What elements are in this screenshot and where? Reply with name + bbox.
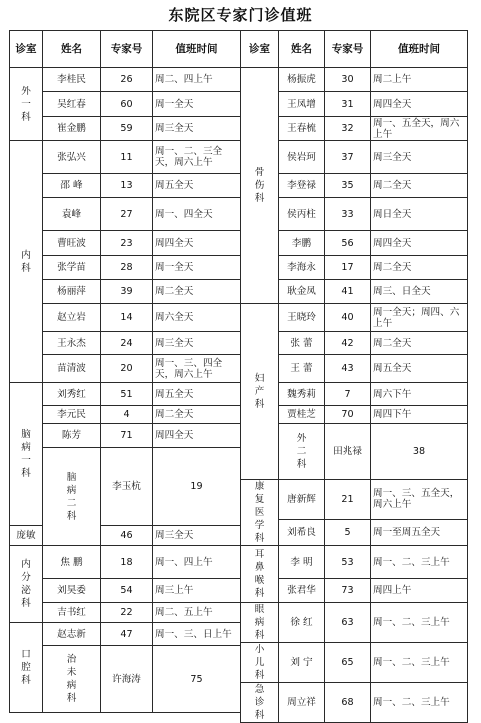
expert-number-cell: 28 [101,256,153,280]
name-cell: 唐新辉 [279,480,325,520]
schedule-cell: 周二全天 [371,256,468,280]
expert-number-cell: 17 [325,256,371,280]
dept-cell [10,546,43,623]
dept-label: 外一科 [21,85,31,123]
name-cell: 杨丽萍 [43,280,101,304]
table-row [10,174,241,198]
name-cell: 许海涛 [101,646,153,713]
name-cell: 张 蕾 [279,332,325,355]
name-cell: 刘秀红 [43,383,101,406]
dept-label: 耳鼻喉科 [254,549,265,599]
name-cell: 李海永 [279,256,325,280]
left-schedule-table [9,30,241,713]
table-row [241,603,468,643]
dept-cell [241,304,279,480]
expert-number-cell: 5 [325,519,371,545]
table-row [10,280,241,304]
expert-number-cell: 37 [325,141,371,174]
name-cell: 曹旺波 [43,231,101,256]
expert-number-cell: 60 [101,92,153,117]
expert-number-cell: 68 [325,683,371,723]
name-cell: 陈芳 [43,424,101,448]
name-cell: 杨振虎 [279,68,325,92]
table-row [241,68,468,92]
page-title: 东院区专家门诊值班 [168,6,313,24]
schedule-cell: 周四全天 [371,92,468,117]
name-cell: 刘昊委 [43,579,101,603]
dept-label: 眼病科 [254,604,265,641]
schedule-cell: 周二全天 [371,174,468,198]
schedule-cell: 周一、三、日上午 [153,623,241,646]
schedule-cell: 周二、四上午 [153,68,241,92]
expert-number-cell: 39 [101,280,153,304]
name-cell: 张君华 [279,579,325,603]
dept-label: 内科 [21,249,31,274]
schedule-cell: 周四全天 [153,231,241,256]
name-cell: 王永杰 [43,332,101,355]
dept-label: 小儿科 [254,644,265,681]
schedule-cell: 周一、四全天 [153,198,241,231]
dept-cell [10,68,43,141]
right-schedule-table [240,30,468,723]
name-cell: 吴红春 [43,92,101,117]
header-code: 专家号 [101,31,153,68]
dept-cell [43,646,101,713]
name-cell: 王凤增 [279,92,325,117]
dept-cell [241,480,279,546]
schedule-cell: 周二全天 [153,406,241,424]
expert-number-cell: 7 [325,383,371,406]
name-cell: 吉书红 [43,603,101,623]
expert-number-cell: 26 [101,68,153,92]
schedule-cell: 周一、五全天，周六上午 [371,117,468,141]
expert-number-cell: 22 [101,603,153,623]
table-row [10,141,241,174]
table-row [10,623,241,646]
table-row [241,683,468,723]
header-name: 姓名 [279,31,325,68]
table-row [10,603,241,623]
schedule-cell: 周三全天 [371,141,468,174]
dept-cell [43,448,101,546]
name-cell: 魏秀莉 [279,383,325,406]
schedule-cell: 周三上午 [153,579,241,603]
name-cell: 赵志新 [43,623,101,646]
expert-number-cell: 19 [153,448,241,526]
name-cell: 李元民 [43,406,101,424]
header-dept: 诊室 [10,31,43,68]
schedule-cell: 周一全天 [153,256,241,280]
name-cell: 张学苗 [43,256,101,280]
dept-cell [241,683,279,723]
header-schedule: 值班时间 [371,31,468,68]
expert-number-cell: 54 [101,579,153,603]
schedule-table [0,30,481,721]
name-cell: 王春梳 [279,117,325,141]
schedule-cell: 周一、四上午 [153,546,241,579]
schedule-cell: 周六全天 [153,304,241,332]
schedule-cell: 周六下午 [371,383,468,406]
schedule-cell: 周一、二、三上午 [371,683,468,723]
name-cell: 苗清波 [43,355,101,383]
expert-number-cell: 38 [371,424,468,480]
name-cell: 赵立岩 [43,304,101,332]
name-cell: 贾桂芝 [279,406,325,424]
expert-number-cell: 24 [101,332,153,355]
table-row [241,546,468,579]
expert-number-cell: 47 [101,623,153,646]
name-cell: 焦 鹏 [43,546,101,579]
table-row [10,231,241,256]
name-cell: 侯丙柱 [279,198,325,231]
expert-number-cell: 75 [153,646,241,713]
expert-number-cell: 40 [325,304,371,332]
table-row [10,546,241,579]
schedule-cell: 周二全天 [153,280,241,304]
name-cell: 李登禄 [279,174,325,198]
schedule-cell: 周一、二、三全天，周六上午 [153,141,241,174]
table-row [10,579,241,603]
name-cell: 邵 峰 [43,174,101,198]
table-row [10,256,241,280]
schedule-cell: 周三、日全天 [371,280,468,304]
name-cell: 周立祥 [279,683,325,723]
schedule-cell: 周三全天 [153,526,241,546]
name-cell: 耿金凤 [279,280,325,304]
dept-label: 康复医学科 [254,481,265,544]
dept-label: 脑病二科 [66,471,77,522]
expert-number-cell: 71 [101,424,153,448]
header-name: 姓名 [43,31,101,68]
table-row [10,406,241,424]
name-cell: 刘 宁 [279,643,325,683]
dept-cell [241,546,279,603]
name-cell: 李鹏 [279,231,325,256]
table-row [10,355,241,383]
header-dept: 诊室 [241,31,279,68]
schedule-cell: 周一、三、五全天，周六上午 [371,480,468,520]
dept-label: 内分泌科 [21,559,31,609]
table-row [241,480,468,520]
dept-label: 脑病一科 [21,429,31,479]
expert-number-cell: 23 [101,231,153,256]
dept-cell [10,141,43,383]
schedule-cell: 周四上午 [371,579,468,603]
expert-number-cell: 63 [325,603,371,643]
schedule-cell: 周五全天 [153,383,241,406]
table-row [10,68,241,92]
schedule-cell: 周日全天 [371,198,468,231]
expert-number-cell: 11 [101,141,153,174]
schedule-cell: 周一至周五全天 [371,519,468,545]
expert-number-cell: 56 [325,231,371,256]
table-row [10,448,241,526]
dept-label: 口腔科 [21,649,31,686]
table-row [10,198,241,231]
expert-number-cell: 35 [325,174,371,198]
expert-number-cell: 41 [325,280,371,304]
schedule-cell: 周一全天 [153,92,241,117]
expert-number-cell: 31 [325,92,371,117]
expert-number-cell: 43 [325,355,371,383]
expert-number-cell: 21 [325,480,371,520]
schedule-cell: 周二上午 [371,68,468,92]
schedule-cell: 周四下午 [371,406,468,424]
expert-number-cell: 42 [325,332,371,355]
name-cell: 崔金鹏 [43,117,101,141]
name-cell: 张弘兴 [43,141,101,174]
name-cell: 王 蕾 [279,355,325,383]
table-row [241,304,468,332]
expert-number-cell: 20 [101,355,153,383]
name-cell: 徐 红 [279,603,325,643]
expert-number-cell: 14 [101,304,153,332]
table-row [10,646,241,713]
dept-cell [10,383,43,526]
schedule-cell: 周二、五上午 [153,603,241,623]
expert-number-cell: 32 [325,117,371,141]
dept-label: 治未病科 [66,654,77,704]
table-row [10,332,241,355]
expert-number-cell: 13 [101,174,153,198]
name-cell: 袁峰 [43,198,101,231]
schedule-cell: 周三全天 [153,332,241,355]
schedule-cell: 周四全天 [153,424,241,448]
expert-number-cell: 33 [325,198,371,231]
expert-number-cell: 59 [101,117,153,141]
table-row [10,117,241,141]
dept-label: 骨伤科 [254,167,265,204]
expert-number-cell: 46 [101,526,153,546]
name-cell: 李玉杭 [101,448,153,526]
dept-cell [241,68,279,304]
expert-number-cell: 65 [325,643,371,683]
dept-label: 外二科 [296,433,307,470]
dept-cell [10,623,43,713]
name-cell: 王晓玲 [279,304,325,332]
schedule-cell: 周一、二、三上午 [371,546,468,579]
schedule-cell: 周一、二、三上午 [371,643,468,683]
schedule-cell: 周一、三、四全天，周六上午 [153,355,241,383]
name-cell: 田兆禄 [325,424,371,480]
expert-number-cell: 73 [325,579,371,603]
schedule-cell: 周一全天；周四、六上午 [371,304,468,332]
schedule-cell: 周一、二、三上午 [371,603,468,643]
header-schedule: 值班时间 [153,31,241,68]
dept-cell [241,603,279,643]
name-cell: 庞敏 [10,526,43,546]
dept-label: 妇产科 [254,373,265,410]
table-row [10,383,241,406]
name-cell: 刘希良 [279,519,325,545]
expert-number-cell: 27 [101,198,153,231]
name-cell: 李桂民 [43,68,101,92]
dept-label: 急诊科 [254,684,265,721]
schedule-cell: 周五全天 [153,174,241,198]
expert-number-cell: 18 [101,546,153,579]
table-row [241,643,468,683]
expert-number-cell: 70 [325,406,371,424]
table-row [10,424,241,448]
header-code: 专家号 [325,31,371,68]
table-row [10,304,241,332]
name-cell: 侯岩珂 [279,141,325,174]
dept-cell [241,643,279,683]
expert-number-cell: 51 [101,383,153,406]
table-row [10,92,241,117]
expert-number-cell: 4 [101,406,153,424]
schedule-cell: 周四全天 [371,231,468,256]
schedule-cell: 周五全天 [371,355,468,383]
expert-number-cell: 30 [325,68,371,92]
schedule-cell: 周二全天 [371,332,468,355]
name-cell: 李 明 [279,546,325,579]
dept-cell [279,424,325,480]
expert-number-cell: 53 [325,546,371,579]
schedule-cell: 周三全天 [153,117,241,141]
